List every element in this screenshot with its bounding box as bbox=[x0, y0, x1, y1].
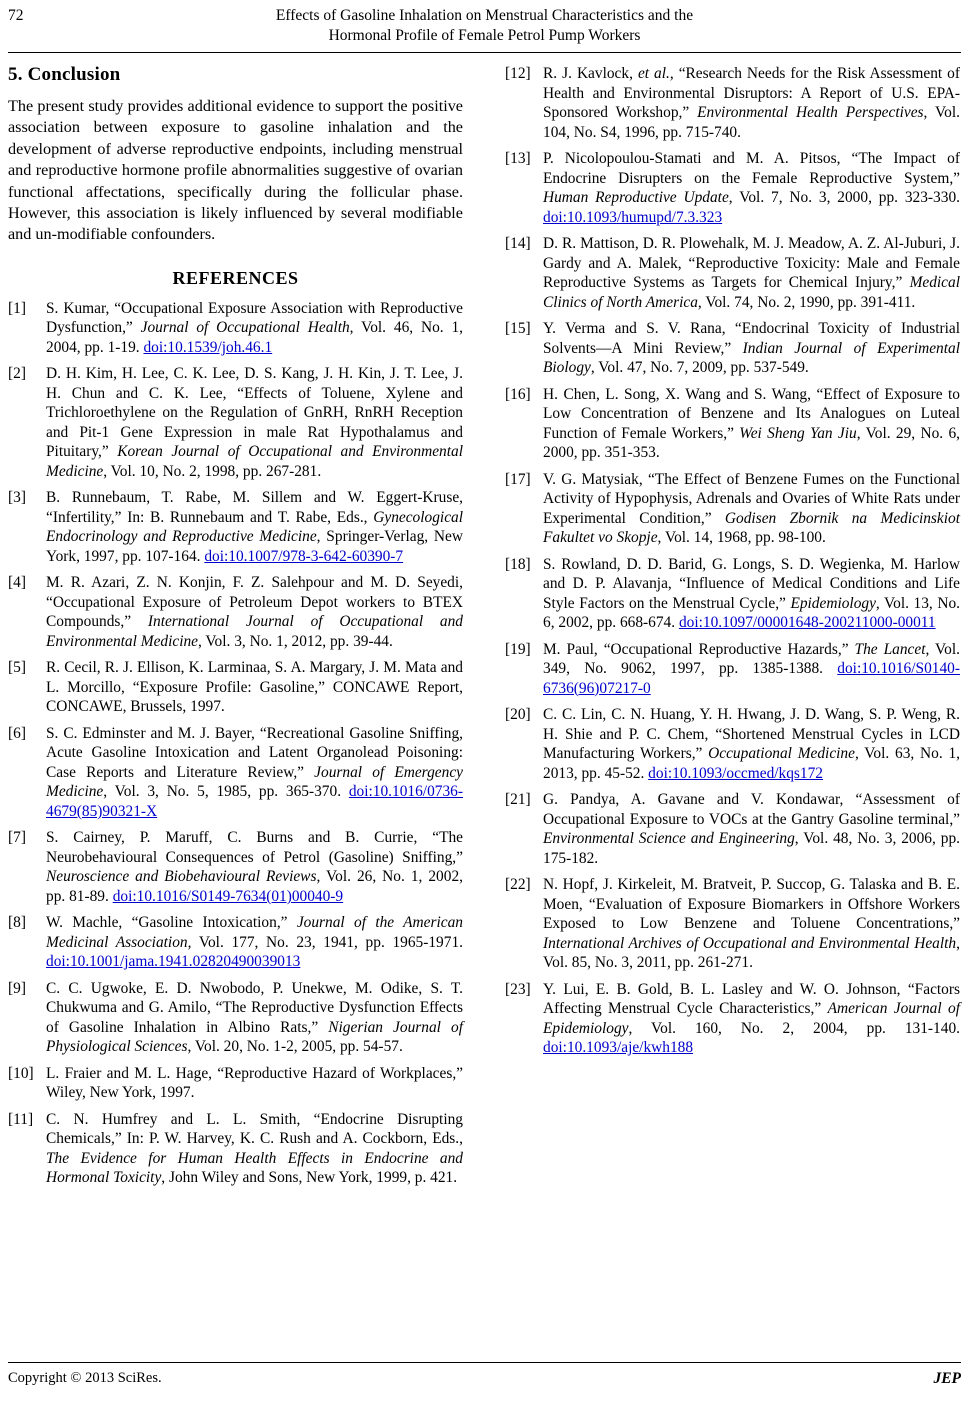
doi-link[interactable]: doi:10.1007/978-3-642-60390-7 bbox=[204, 547, 404, 565]
reference-item bbox=[8, 488, 463, 566]
reference-number: [19] bbox=[505, 640, 531, 658]
reference-item bbox=[505, 980, 960, 1058]
references-heading: REFERENCES bbox=[172, 267, 299, 288]
reference-text: S. Rowland, D. D. Barid, G. Longs, S. D. Wegienka, M. Harlow and D. P. Alavanja, “Influence of Medical Conditions and Life Style Factors on the Menstrual Cycle,” Epidemiology, Vol. 13, No. 6, 2002, pp. 668-674. doi:10.1097/00001648-200211000-00011 bbox=[543, 555, 960, 631]
reference-item bbox=[505, 705, 960, 783]
reference-number: [22] bbox=[505, 876, 531, 893]
reference-item bbox=[8, 364, 463, 481]
running-head bbox=[0, 6, 969, 46]
reference-number: [18] bbox=[505, 555, 531, 573]
reference-text: H. Chen, L. Song, X. Wang and S. Wang, “Effect of Exposure to Low Concentration of Benzene and Its Analogues on Luteal Function of Female Workers,” Wei Sheng Yan Jiu, Vol. 29, No. 6, 2000, pp. 351-353. bbox=[543, 385, 960, 461]
doi-link[interactable]: doi:10.1001/jama.1941.02820490039013 bbox=[46, 953, 301, 971]
reference-number: [7] bbox=[8, 829, 26, 847]
reference-number: [11] bbox=[8, 1110, 34, 1128]
reference-text: S. Cairney, P. Maruff, C. Burns and B. Currie, “The Neurobehavioural Consequences of Petrol (Gasoline) Sniffing,” Neuroscience and Biobehavioural Reviews, Vol. 26, No. 1, 2002, pp. 81-89. doi:10.1016/S0149-7634(01)00040-9 bbox=[46, 829, 463, 905]
doi-link[interactable]: doi:10.1016/S0140-6736(96)07217-0 bbox=[543, 660, 960, 697]
reference-number: [2] bbox=[8, 365, 26, 383]
reference-number: [4] bbox=[8, 574, 26, 592]
reference-text: C. C. Lin, C. N. Huang, Y. H. Hwang, J. D. Wang, S. P. Weng, R. H. Shie and P. C. Chem, “Shortened Menstrual Cycles in LCD Manufacturing Workers,” Occupational Medicine, Vol. 63, No. 1, 2013, pp. 45-52. doi:10.1093/occmed/kqs172 bbox=[543, 706, 960, 782]
footer-divider bbox=[8, 1362, 961, 1363]
doi-link[interactable]: doi:10.1016/S0149-7634(01)00040-9 bbox=[112, 887, 344, 905]
reference-text: M. Paul, “Occupational Reproductive Hazards,” The Lancet, Vol. 349, No. 9062, 1997, pp. 1385-1388. doi:10.1016/S0140-6736(96)07217-0 bbox=[543, 640, 960, 697]
doi-link[interactable]: doi:10.1097/00001648-200211000-00011 bbox=[678, 614, 936, 631]
reference-text: G. Pandya, A. Gavane and V. Kondawar, “Assessment of Occupational Exposure to VOCs at the Gantry Gasoline terminal,” Environmental Science and Engineering, Vol. 48, No. 3, 2006, pp. 175-182. bbox=[543, 791, 960, 867]
reference-item bbox=[505, 385, 960, 463]
conclusion-paragraph: The present study provides additional evidence to support the positive association between exposure to gasoline inhalation and the development of adverse reproductive endpoints, including menstrual and reproductive hormone profile abnormalities suggestive of ovarian functional affectations, specifically during the follicular phase. However, this association is likely influenced by several modifiable and un-modifiable confounders. bbox=[8, 97, 463, 244]
reference-text: S. Kumar, “Occupational Exposure Association with Reproductive Dysfunction,” Journal of Occupational Health, Vol. 46, No. 1, 2004, pp. 1-19. doi:10.1539/joh.46.1 bbox=[46, 299, 463, 356]
section-heading-conclusion: 5. Conclusion bbox=[8, 64, 121, 85]
reference-number: [6] bbox=[8, 724, 26, 742]
reference-item bbox=[505, 875, 960, 973]
reference-text: R. Cecil, R. J. Ellison, K. Larminaa, S. A. Margary, J. M. Mata and L. Morcillo, “Exposure Profile: Gasoline,” CONCAWE Report, CONCAWE, Brussels, 1997. bbox=[46, 659, 463, 716]
reference-text: S. C. Edminster and M. J. Bayer, “Recreational Gasoline Sniffing, Acute Gasoline Intoxication and Latent Organolead Poisoning: Case Reports and Literature Review,” Journal of Emergency Medicine, Vol. 3, No. 5, 1985, pp. 365-370. doi:10.1016/0736-4679(85)90321-X bbox=[46, 724, 463, 820]
two-column-body bbox=[8, 64, 961, 1354]
reference-text: N. Hopf, J. Kirkeleit, M. Bratveit, P. Succop, G. Talaska and B. E. Moen, “Evaluation of Exposure Biomarkers in Offshore Workers Exposed to Low Benzene and Toluene Concentrations,” International Archives of Occupational and Environmental Health, Vol. 85, No. 3, 2011, pp. 261-271. bbox=[543, 876, 960, 971]
reference-text: C. C. Ugwoke, E. D. Nwobodo, P. Unekwe, M. Odike, S. T. Chukwuma and G. Amilo, “The Reproductive Dysfunction Effects of Gasoline Inhalation in Albino Rats,” Nigerian Journal of Physiological Sciences, Vol. 20, No. 1-2, 2005, pp. 54-57. bbox=[46, 979, 463, 1056]
reference-number: [23] bbox=[505, 980, 531, 998]
reference-item bbox=[505, 555, 960, 633]
reference-text: C. N. Humfrey and L. L. Smith, “Endocrine Disrupting Chemicals,” In: P. W. Harvey, K. C. Rush and A. Cockborn, Eds., The Evidence for Human Health Effects in Endocrine and Hormonal Toxicity, John Wiley and Sons, New York, 1999, p. 421. bbox=[46, 1110, 463, 1187]
doi-link[interactable]: doi:10.1016/0736-4679(85)90321-X bbox=[46, 783, 463, 820]
doi-link[interactable]: doi:10.1539/joh.46.1 bbox=[143, 338, 273, 356]
reference-item bbox=[8, 1110, 463, 1188]
doi-link[interactable]: doi:10.1093/humupd/7.3.323 bbox=[543, 208, 723, 226]
reference-text: B. Runnebaum, T. Rabe, M. Sillem and W. Eggert-Kruse, “Infertility,” In: B. Runnebaum and T. Rabe, Eds., Gynecological Endocrinology and Reproductive Medicine, Springer-Verlag, New York, 1997, pp. 107-164. doi:10.1007/978-3-642-60390-7 bbox=[46, 489, 463, 565]
reference-text: L. Fraier and M. L. Hage, “Reproductive Hazard of Workplaces,” Wiley, New York, 1997. bbox=[46, 1064, 463, 1102]
reference-item bbox=[8, 979, 463, 1057]
reference-text: M. R. Azari, Z. N. Konjin, F. Z. Salehpour and M. D. Seyedi, “Occupational Exposure of Petroleum Depot workers to BTEX Compounds,” International Journal of Occupational and Environmental Medicine, Vol. 3, No. 1, 2012, pp. 39-44. bbox=[46, 574, 463, 650]
reference-number: [16] bbox=[505, 385, 531, 403]
reference-text: R. J. Kavlock, et al., “Research Needs for the Risk Assessment of Health and Environmental Disruptors: A Report of U.S. EPA-Sponsored Workshop,” Environmental Health Perspectives, Vol. 104, No. S4, 1996, pp. 715-740. bbox=[543, 65, 960, 141]
reference-item bbox=[505, 470, 960, 548]
reference-number: [13] bbox=[505, 150, 531, 167]
reference-number: [20] bbox=[505, 706, 531, 723]
reference-text: Y. Lui, E. B. Gold, B. L. Lasley and W. O. Johnson, “Factors Affecting Menstrual Cycle Characteristics,” American Journal of Epidemiology, Vol. 160, No. 2, 2004, pp. 131-140. doi:10.1093/aje/kwh188 bbox=[543, 980, 960, 1056]
page-number: 72 bbox=[8, 7, 24, 24]
reference-item bbox=[8, 724, 463, 822]
reference-item bbox=[505, 319, 960, 378]
reference-number: [12] bbox=[505, 65, 531, 82]
header-divider bbox=[8, 52, 961, 53]
reference-item bbox=[505, 234, 960, 312]
reference-text: V. G. Matysiak, “The Effect of Benzene Fumes on the Functional Activity of Hypophysis, Adrenals and Ovaries of White Rats under Experimental Condition,” Godisen Zbornik na Medicinskiot Fakultet vo Skopje, Vol. 14, 1968, pp. 98-100. bbox=[543, 470, 960, 546]
reference-number: [3] bbox=[8, 489, 26, 507]
reference-item bbox=[8, 828, 463, 906]
reference-text: P. Nicolopoulou-Stamati and M. A. Pitsos, “The Impact of Endocrine Disrupters on the Female Reproductive System,” Human Reproductive Update, Vol. 7, No. 3, 2000, pp. 323-330. doi:10.1093/humupd/7.3.323 bbox=[543, 150, 960, 226]
journal-abbreviation: JEP bbox=[933, 1370, 961, 1387]
reference-number: [21] bbox=[505, 791, 531, 808]
reference-item bbox=[8, 1064, 463, 1103]
left-column bbox=[8, 64, 463, 1195]
reference-text: W. Machle, “Gasoline Intoxication,” Journal of the American Medicinal Association, Vol. 177, No. 23, 1941, pp. 1965-1971. doi:10.1001/jama.1941.02820490039013 bbox=[46, 914, 463, 971]
doi-link[interactable]: doi:10.1093/occmed/kqs172 bbox=[648, 764, 824, 782]
running-head-line-2: Hormonal Profile of Female Petrol Pump Workers bbox=[328, 27, 641, 44]
reference-text: Y. Verma and S. V. Rana, “Endocrinal Toxicity of Industrial Solvents—A Mini Review,” Indian Journal of Experimental Biology, Vol. 47, No. 7, 2009, pp. 537-549. bbox=[543, 320, 960, 376]
reference-number: [10] bbox=[8, 1064, 34, 1082]
reference-item bbox=[8, 573, 463, 651]
doi-link[interactable]: doi:10.1093/aje/kwh188 bbox=[543, 1039, 694, 1056]
reference-item bbox=[505, 149, 960, 227]
reference-item bbox=[505, 64, 960, 142]
reference-item bbox=[8, 299, 463, 358]
running-head-line-1: Effects of Gasoline Inhalation on Menstrual Characteristics and the bbox=[275, 7, 694, 24]
reference-item bbox=[505, 790, 960, 868]
copyright-text: Copyright © 2013 SciRes. bbox=[8, 1370, 162, 1386]
reference-list-left bbox=[8, 299, 463, 1188]
reference-number: [5] bbox=[8, 659, 26, 677]
reference-list-right bbox=[505, 64, 960, 1058]
reference-text: D. H. Kim, H. Lee, C. K. Lee, D. S. Kang, J. H. Kin, J. T. Lee, J. H. Chun and C. K. Lee, “Effects of Toluene, Xylene and Trichloroethylene on the Regulation of GnRH, RnRH Reception and Pit-1 Gene Expression in male Rat Hypothalamus and Pituitary,” Korean Journal of Occupational and Environmental Medicine, Vol. 10, No. 2, 1998, pp. 267-281. bbox=[46, 365, 464, 480]
reference-number: [14] bbox=[505, 235, 531, 252]
right-column bbox=[505, 64, 960, 1065]
reference-number: [1] bbox=[8, 299, 26, 317]
reference-number: [8] bbox=[8, 914, 26, 932]
reference-item bbox=[8, 913, 463, 972]
reference-text: D. R. Mattison, D. R. Plowehalk, M. J. Meadow, A. Z. Al-Juburi, J. Gardy and A. Malek, “Reproductive Toxicity: Male and Female Reproductive Systems as Targets for Chemical Injury,” Medical Clinics of North America, Vol. 74, No. 2, 1990, pp. 391-411. bbox=[543, 235, 960, 311]
reference-number: [17] bbox=[505, 470, 531, 488]
reference-item bbox=[8, 658, 463, 717]
reference-number: [9] bbox=[8, 979, 26, 997]
reference-number: [15] bbox=[505, 320, 531, 337]
reference-item bbox=[505, 640, 960, 699]
